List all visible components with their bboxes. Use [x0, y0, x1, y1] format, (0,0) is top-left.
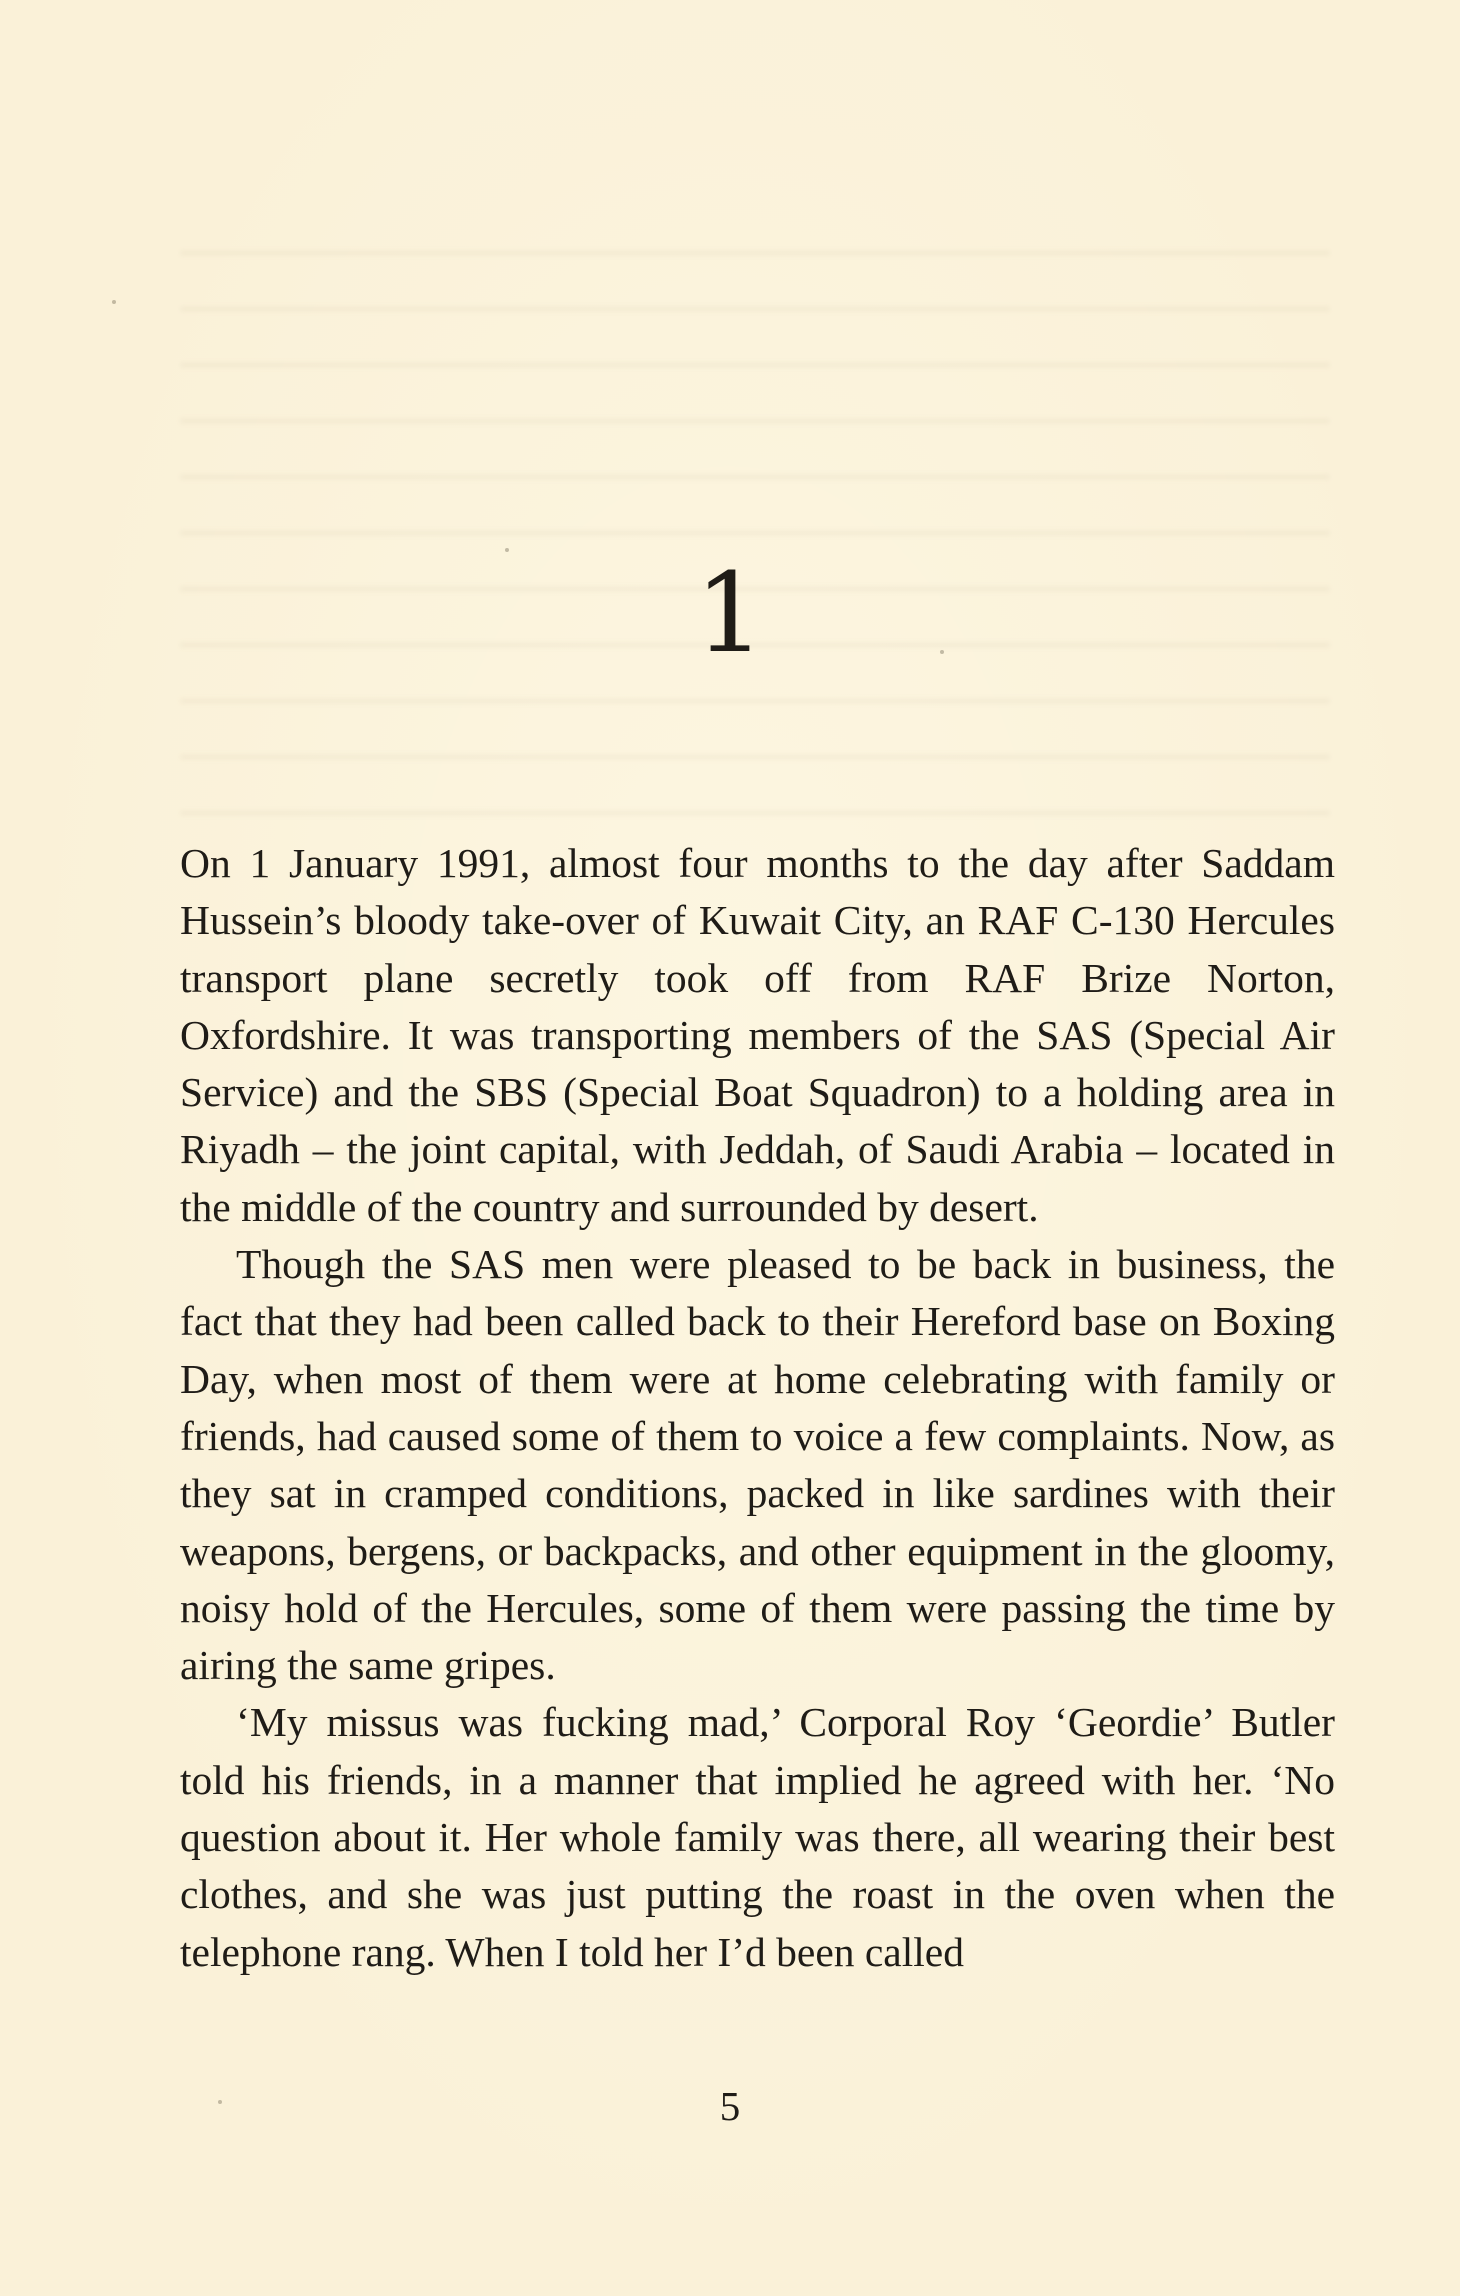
show-through-line	[180, 754, 1330, 760]
paragraph: ‘My missus was fucking mad,’ Corporal Roy ‘Geordie’ Butler told his friends, in a manner that implied he agreed with her. ‘No question about it. Her whole family was there, all wearing their best clothes, and she was just putting the roast in the oven when the telephone rang. When I told her I’d been called	[180, 1699, 1335, 1975]
show-through-line	[180, 362, 1330, 368]
show-through-line	[180, 418, 1330, 424]
show-through-line	[180, 810, 1330, 816]
show-through-line	[180, 530, 1330, 536]
show-through-line	[180, 306, 1330, 312]
paper-speck	[112, 300, 116, 304]
show-through-line	[180, 698, 1330, 704]
chapter-body	[180, 835, 1335, 1981]
page-number: 5	[719, 2083, 741, 2129]
paragraph: On 1 January 1991, almost four months to the day after Saddam Hussein’s bloody take-over of Kuwait City, an RAF C-130 Hercules transport plane secretly took off from RAF Brize Norton, Oxfordshire. It was transporting members of the SAS (Special Air Service) and the SBS (Special Boat Squadron) to a holding area in Riyadh – the joint capital, with Jeddah, of Saudi Arabia – located in the middle of the country and surrounded by desert.	[180, 840, 1335, 1230]
show-through-line	[180, 474, 1330, 480]
paragraph: Though the SAS men were pleased to be back in business, the fact that they had been called back to their Hereford base on Boxing Day, when most of them were at home celebrating with family or friends, had caused some of them to voice a few complaints. Now, as they sat in cramped conditions, packed in like sardines with their weapons, bergens, or backpacks, and other equipment in the gloomy, noisy hold of the Hercules, some of them were passing the time by airing the same gripes.	[180, 1241, 1335, 1689]
chapter-number: 1	[695, 549, 765, 677]
show-through-line	[180, 250, 1330, 256]
